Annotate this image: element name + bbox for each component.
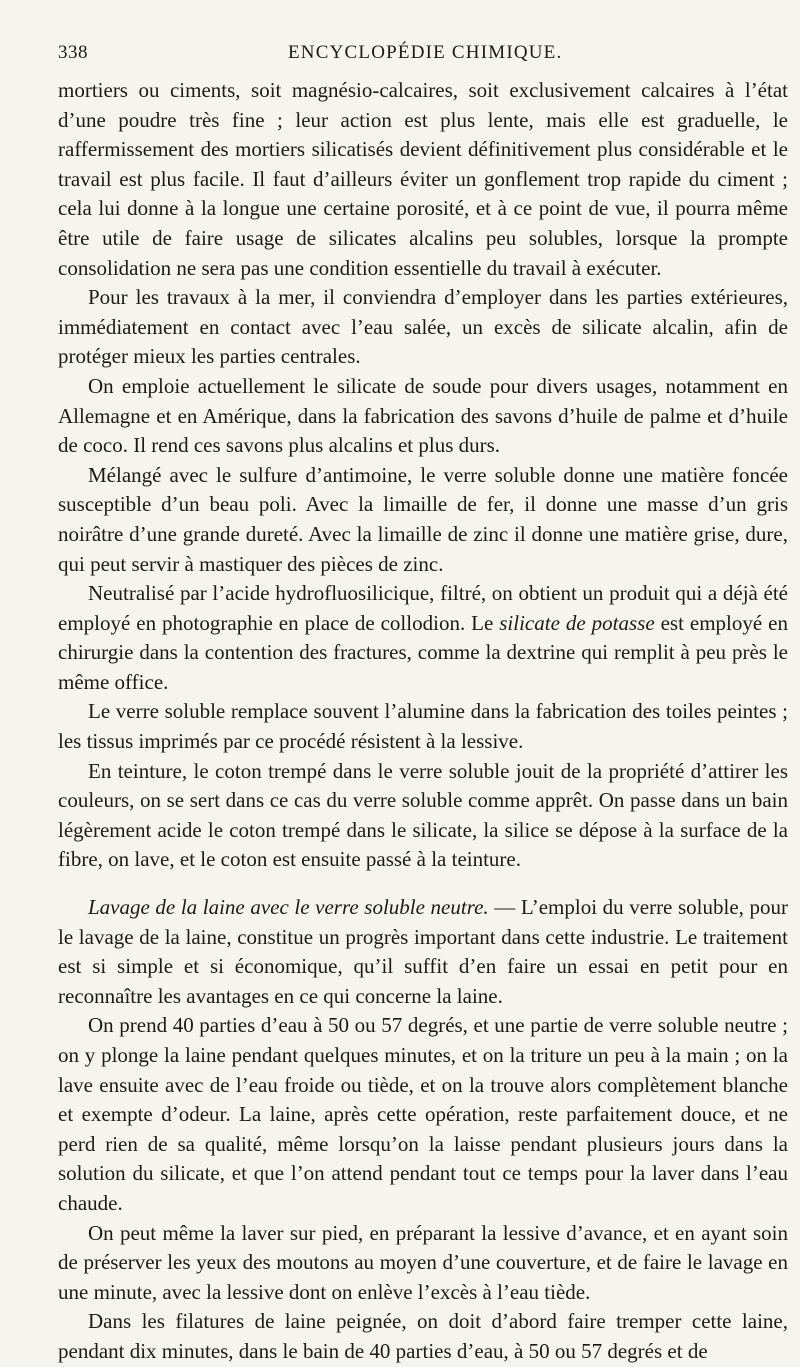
- paragraph: Pour les travaux à la mer, il conviendra d’employer dans les parties extérieures, immédiatement en contact avec l’eau salée, un excès de silicate alcalin, afin de protéger mieux les parties centrales.: [58, 285, 788, 369]
- paragraph: Le verre soluble remplace souvent l’alumine dans la fabrication des toiles peintes ; les tissus imprimés par ce procédé résistent à la lessive.: [58, 699, 788, 754]
- paragraph: Mélangé avec le sulfure d’antimoine, le verre soluble donne une matière foncée susceptible d’un beau poli. Avec la limaille de fer, il donne une masse d’un gris noirâtre d’une grande dureté. Avec la limaille de zinc il donne une matière grise, dure, qui peut servir à mastiquer des pièces de zinc.: [58, 462, 788, 576]
- paragraph-text: est employé en chirurgie dans la contention des fractures, comme la dextrine qui remplit à peu près le même office.: [58, 610, 788, 694]
- section-paragraph: [58, 893, 788, 1011]
- running-title: ENCYCLOPÉDIE CHIMIQUE.: [288, 42, 563, 63]
- paragraph: Dans les filatures de laine peignée, on doit d’abord faire tremper cette laine, pendant dix minutes, dans le bain de 40 parties d’eau, à 50 ou 57 degrés et de: [58, 1309, 788, 1363]
- paragraph: On peut même la laver sur pied, en préparant la lessive d’avance, et en ayant soin de préserver les yeux des moutons au moyen d’une couverture, et de faire le lavage en une minute, avec la lessive dont on enlève l’excès à l’eau tiède.: [58, 1220, 788, 1304]
- paragraph: [58, 579, 788, 697]
- paragraph: On emploie actuellement le silicate de soude pour divers usages, notamment en Allemagne et en Amérique, dans la fabrication des savons d’huile de palme et d’huile de coco. Il rend ces savons plus alcalins et plus durs.: [58, 373, 788, 458]
- paragraph-text: — L’emploi du verre soluble, pour le lavage de la laine, constitue un progrès important dans cette industrie. Le traitement est si simple et si économique, qu’il suffit d’en faire un essai en petit pour en reconnaître les avantages en ce qui concerne la laine.: [58, 895, 788, 1008]
- paragraph: On prend 40 parties d’eau à 50 ou 57 degrés, et une partie de verre soluble neutre ; on y plonge la laine pendant quelques minutes, et on la triture un peu à la main ; on la lave ensuite avec de l’eau froide ou tiède, et on la trouve alors complètement blanche et exempte d’odeur. La laine, après cette opération, reste parfaitement douce, et ne perd rien de sa qualité, même lorsqu’on la laisse pendant plusieurs jours dans la solution du silicate, et que l’on attend pendant tout ce temps pour la laver dans l’eau chaude.: [58, 1013, 788, 1215]
- body-text: [58, 76, 788, 1367]
- book-page: [58, 42, 788, 1367]
- paragraph: mortiers ou ciments, soit magnésio-calcaires, soit exclusivement calcaires à l’état d’une poudre très fine ; leur action est plus lente, mais elle est graduelle, le raffermissement des mortiers silicatisés devient définitivement plus considérable et le travail est plus facile. Il faut d’ailleurs éviter un gonflement trop rapide du ciment ; cela lui donne à la longue une certaine porosité, et à ce point de vue, il pourra même être utile de faire usage de silicates alcalins peu solubles, lorsque la prompte consolidation ne sera pas une condition essentielle du travail à exécuter.: [58, 78, 788, 280]
- page-number: 338: [58, 42, 88, 63]
- paragraph-text: Neutralisé par l’acide hydrofluosilicique, filtré, on obtient un produit qui a déjà été employé en photographie en place de collodion. Le: [58, 581, 788, 635]
- italic-term: silicate de potasse: [499, 610, 655, 635]
- page-header: [58, 42, 788, 76]
- paragraph: En teinture, le coton trempé dans le verre soluble jouit de la propriété d’attirer les couleurs, on se sert dans ce cas du verre soluble comme apprêt. On passe dans un bain légèrement acide le coton trempé dans le silicate, la silice se dépose à la surface de la fibre, on lave, et le coton est ensuite passé à la teinture.: [58, 758, 788, 872]
- section-heading: Lavage de la laine avec le verre soluble neutre.: [88, 895, 489, 920]
